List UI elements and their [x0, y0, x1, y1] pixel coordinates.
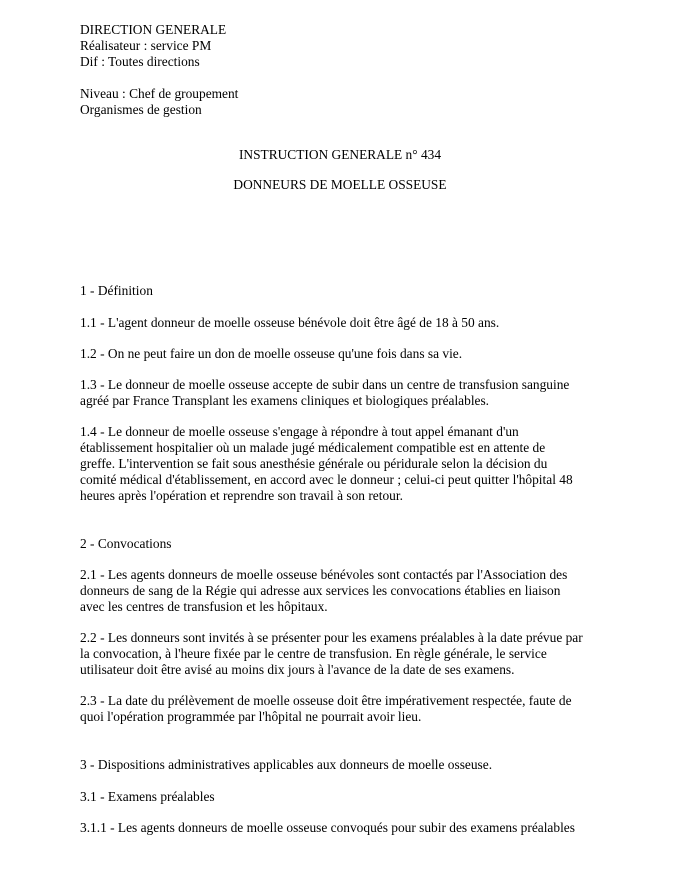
header-diffusion: Dif : Toutes directions	[80, 54, 200, 69]
instruction-title: INSTRUCTION GENERALE n° 434	[238, 147, 442, 162]
document-subject: DONNEURS DE MOELLE OSSEUSE	[233, 177, 447, 192]
paragraph-1-4-line: 1.4 - Le donneur de moelle osseuse s'engage à répondre à tout appel émanant d'un	[80, 424, 519, 439]
paragraph-1-1: 1.1 - L'agent donneur de moelle osseuse bénévole doit être âgé de 18 à 50 ans.	[80, 315, 500, 330]
paragraph-2-2-line: 2.2 - Les donneurs sont invités à se présenter pour les examens préalables à la date prévue par	[80, 630, 583, 645]
section-3-1-heading: 3.1 - Examens préalables	[80, 789, 215, 804]
paragraph-1-4-line: heures après l'opération et reprendre son travail à son retour.	[80, 488, 403, 503]
section-3-heading: 3 - Dispositions administratives applicables aux donneurs de moelle osseuse.	[80, 757, 493, 772]
header-organismes: Organismes de gestion	[80, 102, 202, 117]
paragraph-2-1-line: avec les centres de transfusion et les hôpitaux.	[80, 599, 328, 614]
section-1-heading: 1 - Définition	[80, 283, 153, 298]
paragraph-1-4-line: greffe. L'intervention se fait sous anesthésie générale ou péridurale selon la décision du	[80, 456, 548, 471]
section-2-heading: 2 - Convocations	[80, 536, 172, 551]
paragraph-1-4-line: établissement hospitalier où un malade jugé médicalement compatible est en attente de	[80, 440, 546, 455]
header-niveau: Niveau : Chef de groupement	[80, 86, 239, 101]
header-realisateur: Réalisateur : service PM	[80, 38, 212, 53]
paragraph-2-1-line: 2.1 - Les agents donneurs de moelle osseuse bénévoles sont contactés par l'Association des	[80, 567, 568, 582]
header-direction: DIRECTION GENERALE	[80, 22, 227, 37]
paragraph-2-2-line: la convocation, à l'heure fixée par le centre de transfusion. En règle générale, le service	[80, 646, 547, 661]
paragraph-2-3-line: 2.3 - La date du prélèvement de moelle osseuse doit être impérativement respectée, faute de	[80, 693, 572, 708]
paragraph-2-1-line: donneurs de sang de la Régie qui adresse aux services les convocations établies en liaison	[80, 583, 561, 598]
paragraph-1-3-line: 1.3 - Le donneur de moelle osseuse accepte de subir dans un centre de transfusion sanguine	[80, 377, 570, 392]
paragraph-1-4-line: comité médical d'établissement, en accord avec le donneur ; celui-ci peut quitter l'hôpital 48	[80, 472, 573, 487]
paragraph-2-3-line: quoi l'opération programmée par l'hôpital ne pourrait avoir lieu.	[80, 709, 422, 724]
paragraph-2-2-line: utilisateur doit être avisé au moins dix jours à l'avance de la date de ses examens.	[80, 662, 515, 677]
paragraph-1-2: 1.2 - On ne peut faire un don de moelle osseuse qu'une fois dans sa vie.	[80, 346, 463, 361]
paragraph-1-3-line: agréé par France Transplant les examens cliniques et biologiques préalables.	[80, 393, 490, 408]
paragraph-3-1-1: 3.1.1 - Les agents donneurs de moelle osseuse convoqués pour subir des examens préalables	[80, 820, 575, 835]
